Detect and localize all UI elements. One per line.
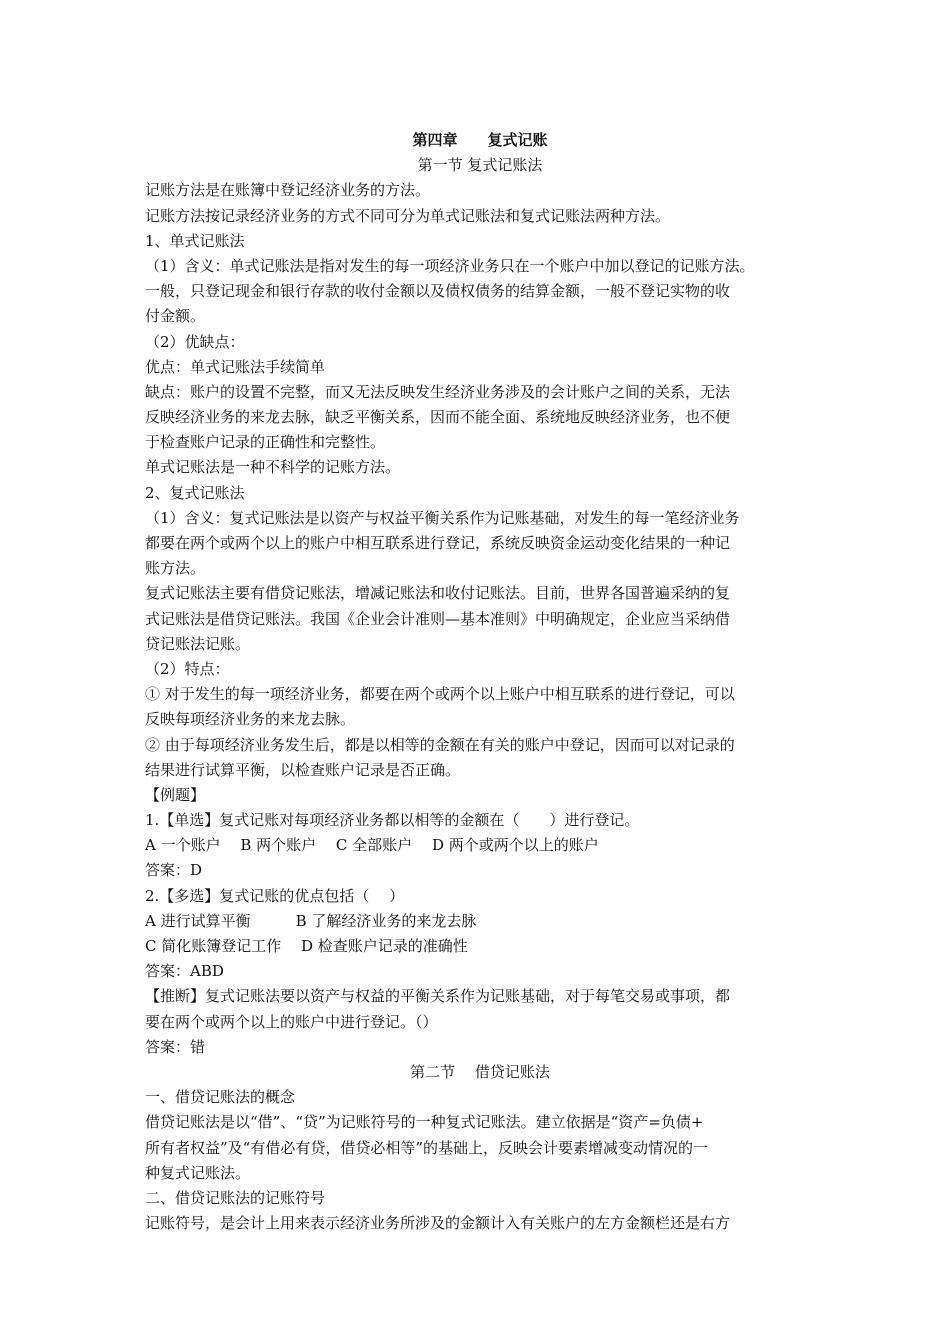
example-heading: 【例题】 [145,785,206,804]
text-line: 二、借贷记账法的记账符号 [145,1188,326,1207]
text-line: 所有者权益”及“有借必有贷，借贷必相等”的基础上，反映会计要素增减变动情况的一 [145,1138,709,1157]
text-line: （2）优缺点： [145,332,245,351]
text-line: 反映每项经济业务的来龙去脉。 [145,710,356,729]
text-line: 2、复式记账法 [145,483,245,502]
text-line: 式记账法是借贷记账法。我国《企业会计准则—基本准则》中明确规定，企业应当采纳借 [145,609,731,628]
text-line: （1）含义：单式记账法是指对发生的每一项经济业务只在一个账户中加以登记的记账方法。 [145,256,755,275]
text-line: （1）含义：复式记账法是以资产与权益平衡关系作为记账基础，对发生的每一笔经济业务 [145,508,740,527]
section-title-2: 第二节 借贷记账法 [410,1062,550,1081]
question-2-options-ab: A 进行试算平衡 B 了解经济业务的来龙去脉 [145,911,477,930]
section-title-1: 第一节 复式记账法 [417,156,543,175]
question-2: 2.【多选】复式记账的优点包括（ ） [145,886,405,905]
text-line: 一般，只登记现金和银行存款的收付金额以及债权债务的结算金额，一般不登记实物的收 [145,282,731,301]
text-line: 一、借贷记账法的概念 [145,1088,296,1107]
text-line: 1、单式记账法 [145,231,245,250]
text-line: 借贷记账法是以“借”、“贷”为记账符号的一种复式记账法。建立依据是“资产=负债+ [145,1113,704,1132]
chapter-title: 第四章 复式记账 [412,131,548,149]
question-3-cont: 要在两个或两个以上的账户中进行登记。（） [145,1012,438,1031]
text-line: 于检查账户记录的正确性和完整性。 [145,433,386,452]
text-line: （2）特点： [145,659,230,678]
answer-1: 答案：D [145,861,203,880]
text-line: 反映经济业务的来龙去脉，缺乏平衡关系，因而不能全面、系统地反映经济业务，也不便 [145,408,731,427]
text-line: 付金额。 [145,307,206,326]
text-line: 单式记账法是一种不科学的记账方法。 [145,458,401,477]
text-line: 缺点：账户的设置不完整，而又无法反映发生经济业务涉及的会计账户之间的关系，无法 [145,382,731,401]
question-1-options: A 一个账户 B 两个账户 C 全部账户 D 两个或两个以上的账户 [145,836,599,855]
text-line: 都要在两个或两个以上的账户中相互联系进行登记，系统反映资金运动变化结果的一种记 [145,534,731,552]
section-2-body [145,1085,815,1236]
section-1-body [145,178,815,1060]
text-line: ② 由于每项经济业务发生后，都是以相等的金额在有关的账户中登记，因而可以对记录的 [145,735,735,754]
question-1: 1.【单选】复式记账对每项经济业务都以相等的金额在（ ）进行登记。 [145,811,640,830]
answer-3: 答案：错 [145,1037,206,1056]
text-line: 账方法。 [145,559,206,578]
text-line: 结果进行试算平衡，以检查账户记录是否正确。 [145,760,461,779]
answer-2: 答案：ABD [145,962,224,981]
question-2-options-cd: C 简化账簿登记工作 D 检查账户记录的准确性 [145,937,468,955]
text-line: ① 对于发生的每一项经济业务，都要在两个或两个以上账户中相互联系的进行登记，可以 [145,685,735,704]
question-3: 【推断】复式记账法要以资产与权益的平衡关系作为记账基础，对于每笔交易或事项，都 [145,987,731,1006]
text-line: 记账方法是在账簿中登记经济业务的方法。 [145,181,431,200]
text-line: 种复式记账法。 [145,1163,251,1182]
text-line: 记账方法按记录经济业务的方式不同可分为单式记账法和复式记账法两种方法。 [145,206,671,225]
text-line: 记账符号，是会计上用来表示经济业务所涉及的金额计入有关账户的左方金额栏还是右方 [145,1214,731,1233]
text-line: 优点：单式记账法手续简单 [145,357,326,376]
document-page [145,128,815,1236]
text-line: 贷记账法记账。 [145,634,251,653]
text-line: 复式记账法主要有借贷记账法，增减记账法和收付记账法。目前，世界各国普遍采纳的复 [145,584,731,603]
